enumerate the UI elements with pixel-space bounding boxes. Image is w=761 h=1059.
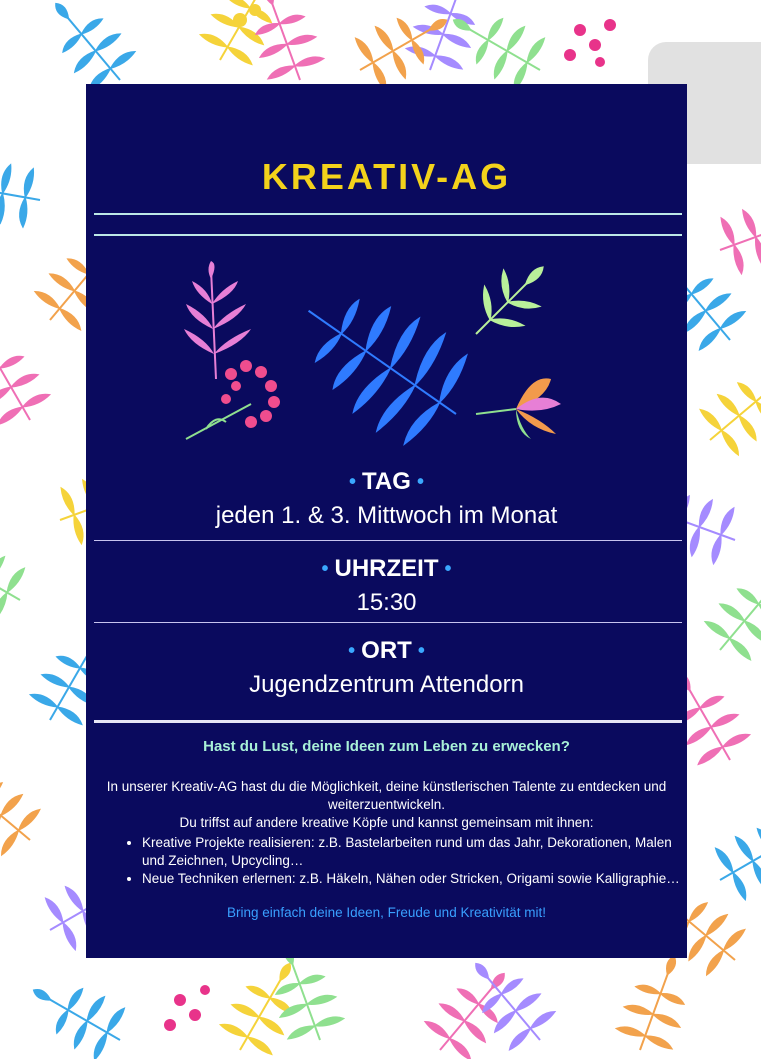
divider	[94, 540, 682, 541]
list-item: • Neue Techniken erlernen: z.B. Häkeln, Nähen oder Stricken, Origami sowie Kalligraphie…	[142, 870, 687, 888]
section-day	[86, 468, 687, 530]
activity-list	[116, 834, 687, 888]
bullet-dot: •	[444, 558, 452, 581]
section-place-value: Jugendzentrum Attendorn	[249, 671, 524, 698]
title-rule-top	[94, 213, 682, 215]
flyer-panel	[86, 84, 687, 958]
list-item: • Kreative Projekte realisieren: z.B. Bastelarbeiten rund um das Jahr, Dekorationen, Malen und Zeichnen, Upcycling…	[142, 834, 687, 870]
bullet-dot: •	[416, 471, 424, 494]
bullet-dot: •	[349, 471, 357, 494]
section-time	[86, 555, 687, 617]
section-day-label: • TAG •	[349, 468, 424, 495]
divider	[94, 622, 682, 623]
intro-text: In unserer Kreativ-AG hast du die Möglichkeit, deine künstlerischen Talente zu entdecken und weiterzuentwickeln. Du triffst auf andere kreative Köpfe und kannst gemeinsam mit ihnen:	[106, 779, 667, 830]
divider-thick	[94, 720, 682, 723]
section-place-label: • ORT •	[348, 637, 425, 664]
section-time-value: 15:30	[356, 589, 417, 616]
section-day-value: jeden 1. & 3. Mittwoch im Monat	[215, 502, 558, 529]
section-place	[86, 637, 687, 699]
outro-text: Bring einfach deine Ideen, Freude und Kreativität mit!	[227, 905, 546, 920]
title-rule-bottom	[94, 234, 682, 236]
bullet-dot: •	[417, 640, 425, 663]
leaves-illustration	[176, 254, 596, 454]
flyer-title: KREATIV-AG	[261, 156, 512, 197]
bullet-dot: •	[321, 558, 329, 581]
question-heading: Hast du Lust, deine Ideen zum Leben zu erwecken?	[203, 738, 570, 755]
bullet-dot: •	[348, 640, 356, 663]
section-time-label: • UHRZEIT •	[321, 555, 452, 582]
